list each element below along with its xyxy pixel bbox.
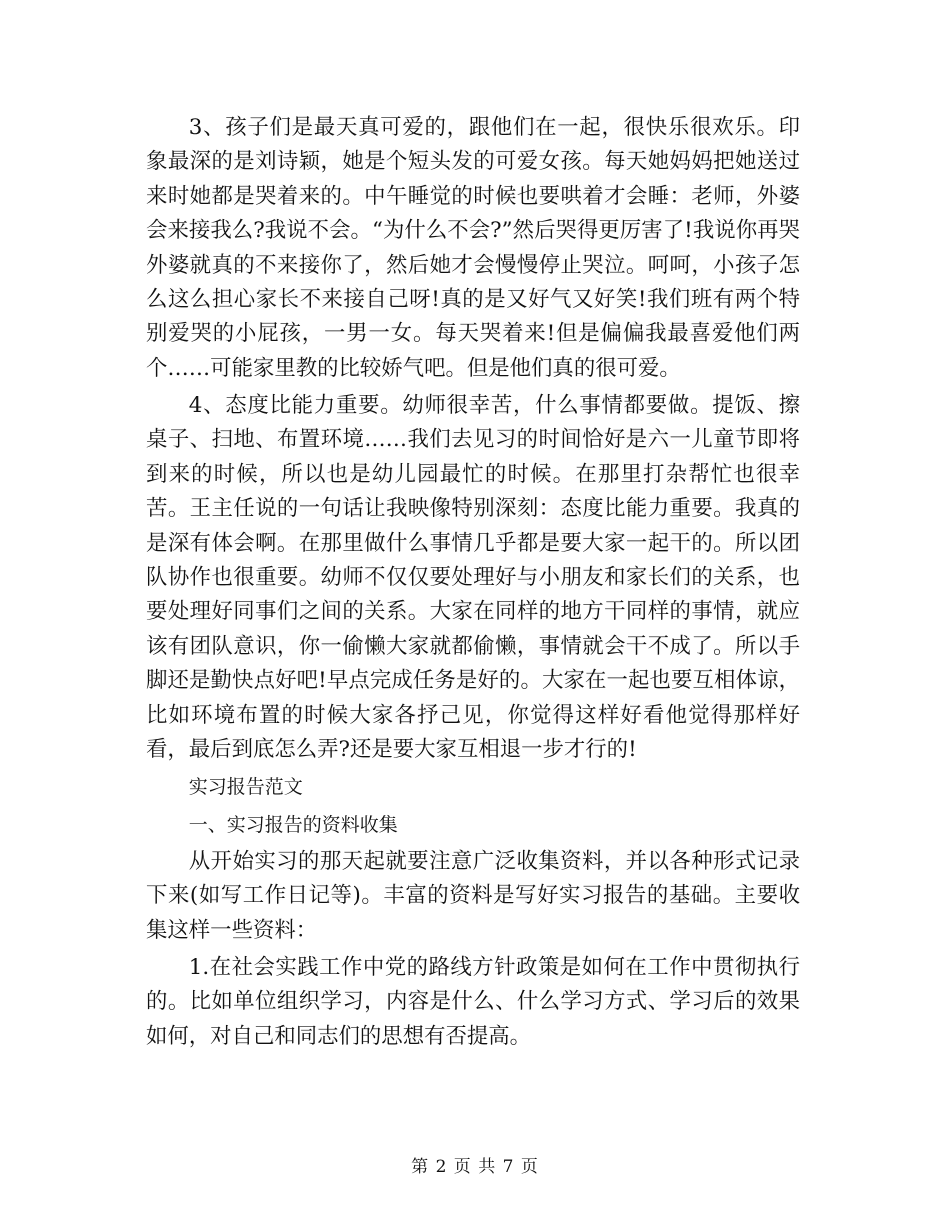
document-body [146,111,800,1057]
page-number-footer: 第 2 页 共 7 页 [411,1157,539,1177]
paragraph-collect-materials: 从开始实习的那天起就要注意广泛收集资料，并以各种形式记录下来(如写工作日记等)。丰富的资料是写好实习报告的基础。主要收集这样一些资料： [146,848,800,943]
paragraph-attitude: 4、态度比能力重要。幼师很幸苦，什么事情都要做。提饭、擦桌子、扫地、布置环境……我们去见习的时间恰好是六一儿童节即将到来的时候，所以也是幼儿园最忙的时候。在那里打杂帮忙也很幸苦。王主任说的一句话让我映像特别深刻：态度比能力重要。我真的是深有体会啊。在那里做什么事情几乎都是要大家一起干的。所以团队协作也很重要。幼师不仅仅要处理好与小朋友和家长们的关系，也要处理好同事们之间的关系。大家在同样的地方干同样的事情，就应该有团队意识，你一偷懒大家就都偷懒，事情就会干不成了。所以手脚还是勤快点好吧!早点完成任务是好的。大家在一起也要互相体谅，比如环境布置的时候大家各抒己见，你觉得这样好看他觉得那样好看，最后到底怎么弄?还是要大家互相退一步才行的! [146,393,800,763]
paragraph-item-1: 1.在社会实践工作中党的路线方针政策是如何在工作中贯彻执行的。比如单位组织学习，内容是什么、什么学习方式、学习后的效果如何，对自己和同志们的思想有否提高。 [146,954,800,1049]
paragraph-children-memory: 3、孩子们是最天真可爱的，跟他们在一起，很快乐很欢乐。印象最深的是刘诗颖，她是个短头发的可爱女孩。每天她妈妈把她送过来时她都是哭着来的。中午睡觉的时候也要哄着才会睡：老师，外婆会来接我么?我说不会。“为什么不会?”然后哭得更厉害了!我说你再哭外婆就真的不来接你了，然后她才会慢慢停止哭泣。呵呵，小孩子怎么这么担心家长不来接自己呀!真的是又好气又好笑!我们班有两个特别爱哭的小屁孩，一男一女。每天哭着来!但是偏偏我最喜爱他们两个……可能家里教的比较娇气吧。但是他们真的很可爱。 [146,115,800,381]
section-title: 实习报告范文 [188,776,303,799]
subsection-title: 一、实习报告的资料收集 [188,813,398,836]
